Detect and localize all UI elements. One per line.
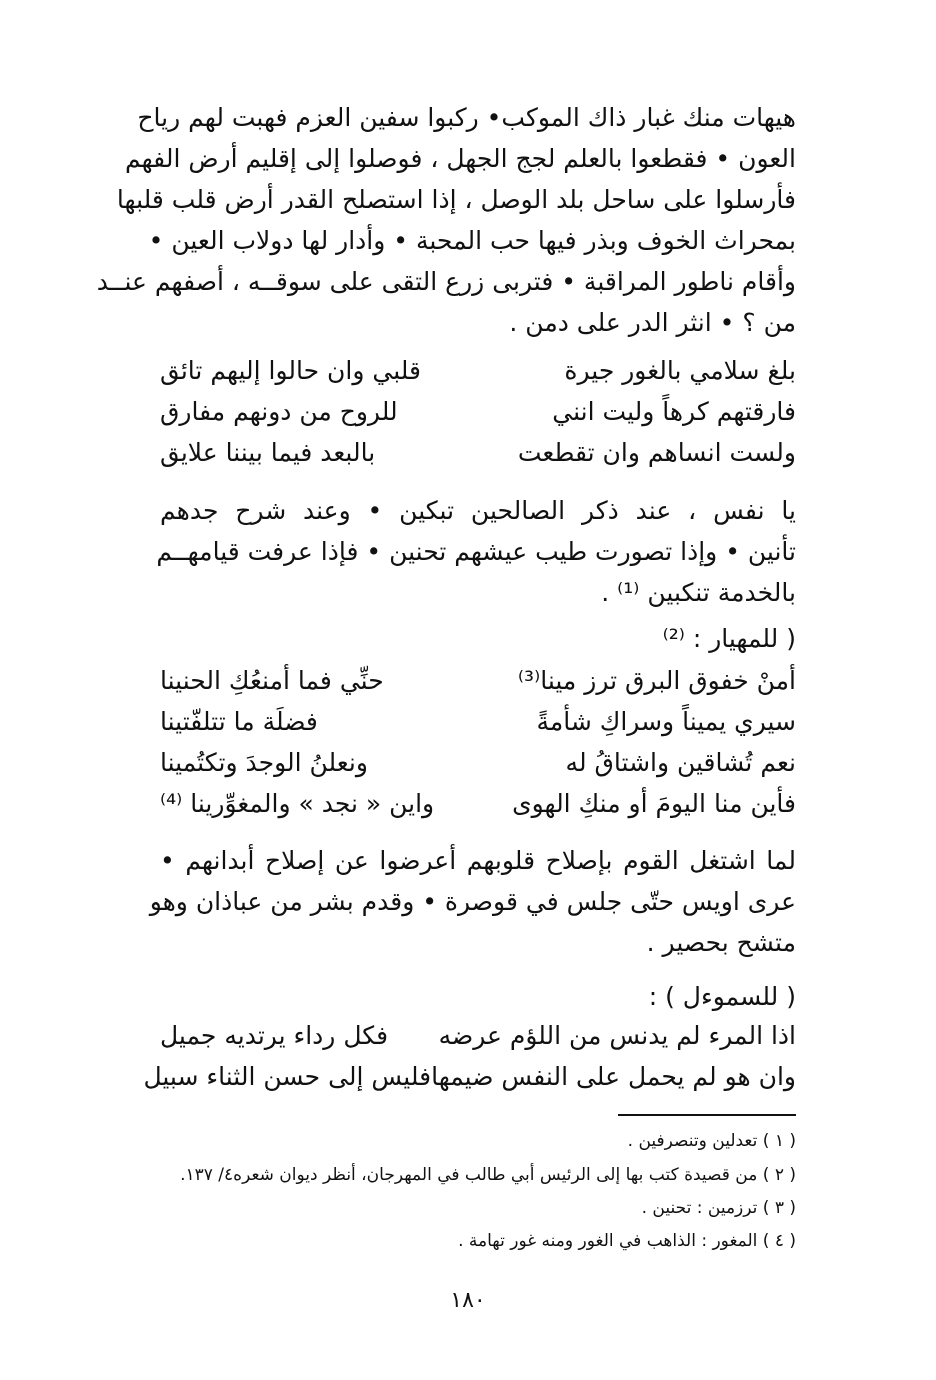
footnote-separator [618,1114,796,1116]
verse-second-hemistich: حنِّي فما أمنعُكِ الحنينا [160,666,384,695]
verse-second-hemistich: بالبعد فيما بيننا علايق [160,438,376,467]
poem-verse [160,1017,796,1055]
footnote: ( ٢ ) من قصيدة كتب بها إلى الرئيس أبي طالب في المهرجان، أنظر ديوان شعره٤/ ١٣٧. [180,1165,796,1185]
poem-verse [160,785,796,823]
prose-line: من ؟ • انثر الدر على دمن . [509,308,796,337]
poet-attribution: ( للمهيار : ⁽²⁾ [662,624,796,653]
verse-second-hemistich: فليس إلى حسن الثناء سبيل [143,1062,432,1091]
poem-verse [160,434,796,472]
prose-line: لما اشتغل القوم بإصلاح قلوبهم أعرضوا عن إصلاح أبدانهم • [160,846,796,875]
verse-first-hemistich: فأين منا اليومَ أو منكِ الهوى [512,789,796,818]
prose-line: هيهات منك غبار ذاك الموكب• ركبوا سفين العزم فهبت لهم رياح [137,103,796,132]
prose-line: بالخدمة تنكبين ⁽¹⁾ . [601,578,796,607]
poem-verse [160,744,796,782]
poem-verse [160,662,796,700]
verse-first-hemistich: أمنْ خفوق البرق ترز مينا⁽³⁾ [517,666,796,695]
poem-verse [160,352,796,390]
poem-verse [160,393,796,431]
verse-first-hemistich: فارقتهم كرهاً وليت انني [552,397,796,426]
poem-verse [143,1058,796,1096]
prose-line: متشح بحصير . [646,928,796,957]
verse-second-hemistich: واين « نجد » والمغوِّرينا ⁽⁴⁾ [160,789,435,818]
footnote: ( ٤ ) المغور : الذاهب في الغور ومنه غور تهامة . [458,1231,796,1251]
page-number: ١٨٠ [450,1288,486,1313]
verse-second-hemistich: فكل رداء يرتديه جميل [160,1021,389,1050]
prose-line: فأرسلوا على ساحل بلد الوصل ، إذا استصلح القدر أرض قلب قلبها [116,185,796,214]
verse-first-hemistich: اذا المرء لم يدنس من اللؤم عرضه [438,1021,796,1050]
verse-first-hemistich: بلغ سلامي بالغور جيرة [564,356,796,385]
prose-line: تأنين • وإذا تصورت طيب عيشهم تحنين • فإذا عرفت قيامهــم [156,537,796,566]
verse-first-hemistich: نعم تُشاقين واشتاقُ له [565,748,796,777]
verse-second-hemistich: فضلَة ما تتلفّتينا [160,707,318,736]
verse-second-hemistich: ونعلنُ الوجدَ وتكتُمينا [160,748,368,777]
prose-line: العون • فقطعوا بالعلم لجج الجهل ، فوصلوا إلى إقليم أرض الفهم [125,144,796,173]
poet-attribution: ( للسموءل ) : [648,982,796,1011]
verse-second-hemistich: قلبي وان حالوا إليهم تائق [160,356,421,385]
verse-first-hemistich: وان هو لم يحمل على النفس ضيمها [431,1062,796,1091]
prose-line: وأقام ناطور المراقبة • فتربى زرع التقى على سوقــه ، أصفهم عنــد [96,267,796,296]
verse-first-hemistich: سيري يميناً وسراكِ شأمةً [536,707,796,736]
prose-line: بمحراث الخوف وبذر فيها حب المحبة • وأدار لها دولاب العين • [148,226,796,255]
footnote: ( ٣ ) ترزمين : تحنين . [641,1198,796,1218]
verse-first-hemistich: ولست انساهم وان تقطعت [517,438,796,467]
prose-line: يا نفس ، عند ذكر الصالحين تبكين • وعند شرح جدهم [160,496,796,525]
poem-verse [160,703,796,741]
prose-line: عرى اويس حتّى جلس في قوصرة • وقدم بشر من عباذان وهو [149,887,796,916]
verse-second-hemistich: للروح من دونهم مفارق [160,397,398,426]
footnote: ( ١ ) تعدلين وتنصرفين . [627,1131,796,1151]
